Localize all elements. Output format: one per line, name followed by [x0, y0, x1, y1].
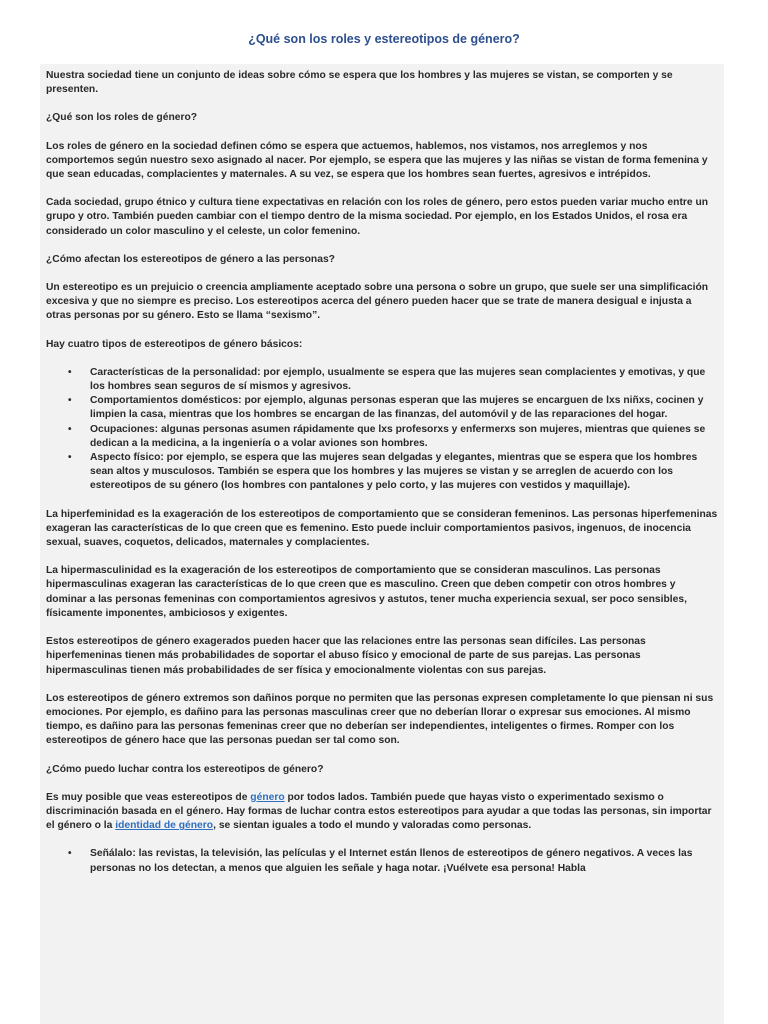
article-body — [40, 64, 724, 1024]
list-item — [68, 451, 718, 494]
fight-text-end: , se sientan iguales a todo el mundo y valoradas como personas. — [213, 820, 532, 832]
question-fight-heading: ¿Cómo puedo luchar contra los estereotipos de género? — [46, 763, 324, 775]
question-effects-heading: ¿Cómo afectan los estereotipos de género a las personas? — [46, 253, 335, 265]
identidad-de-genero-link[interactable]: identidad de género — [115, 820, 214, 832]
extreme-stereotypes-paragraph: Los estereotipos de género extremos son dañinos porque no permiten que las personas expresen completamente lo que piensan ni sus emociones. Por ejemplo, es dañino para las personas masculinas creer que no deberían llorar o expresar sus emociones. Al mismo tiempo, es dañino para las personas femeninas creer que no deberían ser independientes, inteligentes o firmes. Romper con los estereotipos de género hace que las personas puedan ser tal como son. — [46, 692, 714, 747]
exaggerated-stereotypes-paragraph: Estos estereotipos de género exagerados pueden hacer que las relaciones entre las personas sean difíciles. Las personas hiperfemeninas tienen más probabilidades de soportar el abuso físico y emocional de parte de sus parejas. Las personas hipermasculinas tienen más probabilidades de ser física y emocionalmente violentas con sus parejas. — [46, 636, 646, 676]
bullet-icon: • — [68, 452, 72, 464]
list-item — [68, 366, 718, 394]
list-item-text: Señálalo: las revistas, la televisión, las películas y el Internet están llenos de estereotipos de género negativos. A veces las personas no los detectan, a menos que alguien les señale y haga notar. ¡Vuélvete esa persona! Habla — [90, 848, 693, 874]
list-item — [68, 423, 718, 451]
fight-paragraph — [46, 791, 718, 834]
page-title: ¿Qué son los roles y estereotipos de género? — [248, 32, 520, 46]
list-item — [68, 847, 718, 875]
actions-list — [46, 847, 718, 875]
four-types-paragraph: Hay cuatro tipos de estereotipos de género básicos: — [46, 338, 303, 350]
bullet-icon: • — [68, 848, 72, 860]
hypermasculinity-paragraph: La hipermasculinidad es la exageración de los estereotipos de comportamiento que se consideran masculinos. Las personas hipermasculinas exageran las características de lo que creen que es masculino. Creen que deben competir con otros hombres y dominar a las personas femeninas con comportamientos agresivos y astutos, tener mucha experiencia sexual, ser poco sensibles, físicamente imponentes, ambiciosos y exigentes. — [46, 565, 687, 619]
society-paragraph: Cada sociedad, grupo étnico y cultura tiene expectativas en relación con los roles de género, pero estos pueden variar mucho entre un grupo y otro. También pueden cambiar con el tiempo dentro de la misma sociedad. Por ejemplo, en los Estados Unidos, el rosa era considerado un color masculino y el celeste, un color femenino. — [46, 197, 709, 237]
list-item-text: Aspecto físico: por ejemplo, se espera que las mujeres sean delgadas y elegantes, mientras que se espera que los hombres sean altos y musculosos. También se espera que los hombres y las mujeres se vistan y se arreglen de acuerdo con los estereotipos de su género (los hombres con pantalones y pelo corto, y las mujeres con vestidos y maquillaje). — [90, 452, 698, 492]
list-item-text: Características de la personalidad: por ejemplo, usualmente se espera que las mujeres sean complacientes y emotivas, y que los hombres sean seguros de sí mismos y agresivos. — [90, 366, 706, 393]
hyperfemininity-paragraph: La hiperfeminidad es la exageración de los estereotipos de comportamiento que se consideran femeninos. Las personas hiperfemeninas exageran las características de lo que creen que es femenino. Esto puede incluir comportamientos pasivos, ingenuos, de inocencia sexual, suaves, coquetos, delicados, maternales y complacientes. — [46, 508, 718, 549]
genero-link[interactable]: género — [250, 791, 285, 803]
list-item-text: Ocupaciones: algunas personas asumen rápidamente que lxs profesorxs y enfermerxs son mujeres, mientras que quienes se dedican a la medicina, a la ingeniería o a volar aviones son hombres. — [90, 423, 706, 449]
fight-text-start: Es muy posible que veas estereotipos de — [46, 791, 251, 803]
stereotype-types-list — [46, 366, 718, 494]
fight-text-middle: por todos lados. También puede que hayas visto o experimentado sexismo o discriminación basada en el género. Hay formas de luchar contra estos estereotipos para ayudar a que todas las personas, sin importar el género o la — [46, 791, 712, 832]
roles-paragraph: Los roles de género en la sociedad definen cómo se espera que actuemos, hablemos, nos vistamos, nos arreglemos y nos comportemos según nuestro sexo asignado al nacer. Por ejemplo, se espera que las mujeres y las niñas se vistan de forma femenina y que sean educadas, complacientes y maternales. A su vez, se espera que los hombres sean fuertes, agresivos e intrépidos. — [46, 140, 708, 181]
list-item — [68, 394, 718, 422]
question-roles-heading: ¿Qué son los roles de género? — [46, 112, 198, 124]
list-item-text: Comportamientos domésticos: por ejemplo, algunas personas esperan que las mujeres se encarguen de lxs niñxs, cocinen y limpien la casa, mientras que los hombres se encargan de las finanzas, del automóvil y de las reparaciones del hogar. — [90, 395, 704, 421]
bullet-icon: • — [68, 366, 72, 378]
stereotype-definition-paragraph: Un estereotipo es un prejuicio o creencia ampliamente aceptado sobre una persona o sobre un grupo, que suele ser una simplificación excesiva y que no siempre es preciso. Los estereotipos acerca del género pueden hacer que se trate de manera desigual e injusta a otras personas por su género. Esto se llama “sexismo”. — [46, 282, 709, 322]
intro-paragraph: Nuestra sociedad tiene un conjunto de ideas sobre cómo se espera que los hombres y las mujeres se vistan, se comporten y se presenten. — [46, 70, 673, 96]
bullet-icon: • — [68, 423, 72, 435]
bullet-icon: • — [68, 395, 72, 407]
